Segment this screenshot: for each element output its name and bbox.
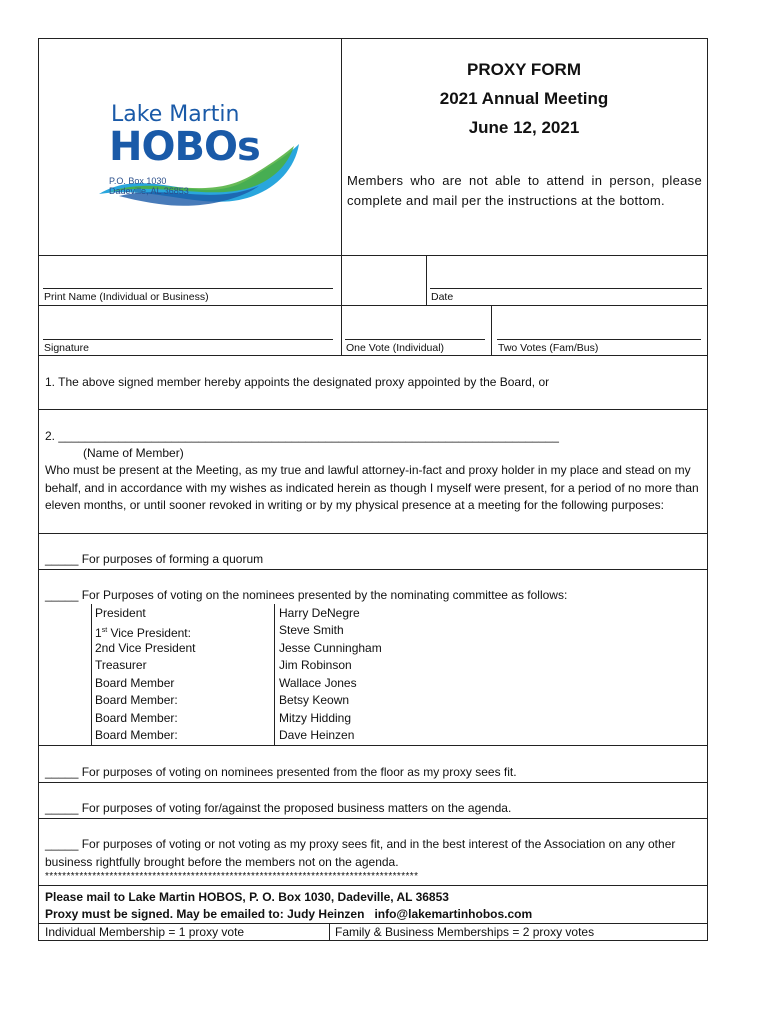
business-option[interactable]: _____ For purposes of voting for/against the proposed business matters on the agenda. xyxy=(45,801,512,815)
office-board-member: Board Member: xyxy=(95,728,178,742)
date-label: Date xyxy=(431,291,454,303)
office-first-vp-sup: st xyxy=(101,627,108,634)
nominee-president: Harry DeNegre xyxy=(279,606,360,620)
meeting-title: 2021 Annual Meeting xyxy=(439,89,609,108)
office-board-member: Board Member xyxy=(95,676,175,690)
divider xyxy=(39,409,707,410)
nominee-treasurer: Jim Robinson xyxy=(279,658,352,672)
divider xyxy=(39,745,707,746)
meeting-date: June 12, 2021 xyxy=(468,118,580,137)
individual-membership: Individual Membership = 1 proxy vote xyxy=(45,925,245,939)
nominee-first-vp: Steve Smith xyxy=(279,623,344,637)
email-link[interactable]: info@lakemartinhobos.com xyxy=(374,907,533,921)
divider xyxy=(39,885,707,886)
divider xyxy=(329,923,330,941)
one-vote-line[interactable] xyxy=(345,339,485,340)
nominees-option[interactable]: _____ For Purposes of voting on the nominees presented by the nominating committee as follows: xyxy=(45,588,568,602)
divider xyxy=(39,818,707,819)
divider xyxy=(491,305,492,355)
quorum-option[interactable]: _____ For purposes of forming a quorum xyxy=(45,552,264,566)
logo-line1: Lake Martin xyxy=(111,102,240,127)
nominee-board-member: Wallace Jones xyxy=(279,676,357,690)
divider xyxy=(426,255,427,305)
office-treasurer: Treasurer xyxy=(95,658,147,672)
office-first-vp-rest: Vice President: xyxy=(107,626,191,640)
print-name-label: Print Name (Individual or Business) xyxy=(44,291,209,303)
two-votes-line[interactable] xyxy=(497,339,701,340)
nominee-board-member: Dave Heinzen xyxy=(279,728,355,742)
other-option[interactable]: _____ For purposes of voting or not voting as my proxy sees fit, and in the best interest of the Association on any other business rightfully brought before the members not on the agenda. xyxy=(45,837,676,869)
proxy-form xyxy=(38,38,708,941)
divider xyxy=(341,255,342,305)
office-board-member: Board Member: xyxy=(95,693,178,707)
form-title: PROXY FORM xyxy=(467,60,581,79)
one-vote-label: One Vote (Individual) xyxy=(346,342,445,354)
date-line[interactable] xyxy=(430,288,702,289)
office-first-vp-num: 1 xyxy=(95,626,102,640)
divider xyxy=(39,255,707,256)
nominee-board-member: Mitzy Hidding xyxy=(279,711,352,725)
nominee-board-member: Betsy Keown xyxy=(279,693,350,707)
office-president: President xyxy=(95,606,146,620)
divider xyxy=(39,569,707,570)
two-votes-label: Two Votes (Fam/Bus) xyxy=(498,342,599,354)
divider xyxy=(39,782,707,783)
item-1-text: 1. The above signed member hereby appoints the designated proxy appointed by the Board, or xyxy=(45,375,550,389)
print-name-line[interactable] xyxy=(43,288,333,289)
separator-stars: *************************************************************************************** xyxy=(45,871,419,882)
divider xyxy=(341,305,342,355)
mail-instructions: Please mail to Lake Martin HOBOS, P. O. Box 1030, Dadeville, AL 36853 xyxy=(45,890,449,904)
office-board-member: Board Member: xyxy=(95,711,178,725)
item-2-name-hint: (Name of Member) xyxy=(83,446,184,460)
nominee-second-vp: Jesse Cunningham xyxy=(279,641,382,655)
signed-note: Proxy must be signed. May be emailed to: Judy Heinzen xyxy=(45,907,365,921)
logo xyxy=(89,94,309,214)
logo-line2: HOBOs xyxy=(109,124,260,170)
signature-line[interactable] xyxy=(43,339,333,340)
intro-text: Members who are not able to attend in person, please complete and mail per the instructions at the bottom. xyxy=(347,173,702,208)
divider xyxy=(39,533,707,534)
floor-option[interactable]: _____ For purposes of voting on nominees presented from the floor as my proxy sees fit. xyxy=(45,765,517,779)
family-membership: Family & Business Memberships = 2 proxy votes xyxy=(335,925,595,939)
divider xyxy=(39,355,707,356)
logo-address1: P.O. Box 1030 xyxy=(109,176,167,186)
office-second-vp: 2nd Vice President xyxy=(95,641,196,655)
table-divider xyxy=(91,604,92,745)
wave-icon xyxy=(89,134,309,214)
logo-address2: Dadeville, AL 36853 xyxy=(109,186,189,196)
divider xyxy=(39,305,707,306)
email-instructions xyxy=(45,906,705,924)
signature-label: Signature xyxy=(44,342,89,354)
item-2-body: Who must be present at the Meeting, as my true and lawful attorney-in-fact and proxy holder in my place and stead on my behalf, and in accordance with my wishes as indicated herein as though I myself were present, for a period of no more than eleven months, or until sooner revoked in writing or by my physical presence at a meeting for the following purposes: xyxy=(45,463,699,512)
item-2-name-line[interactable]: 2. ___________________________________________________________________________ xyxy=(45,429,559,443)
